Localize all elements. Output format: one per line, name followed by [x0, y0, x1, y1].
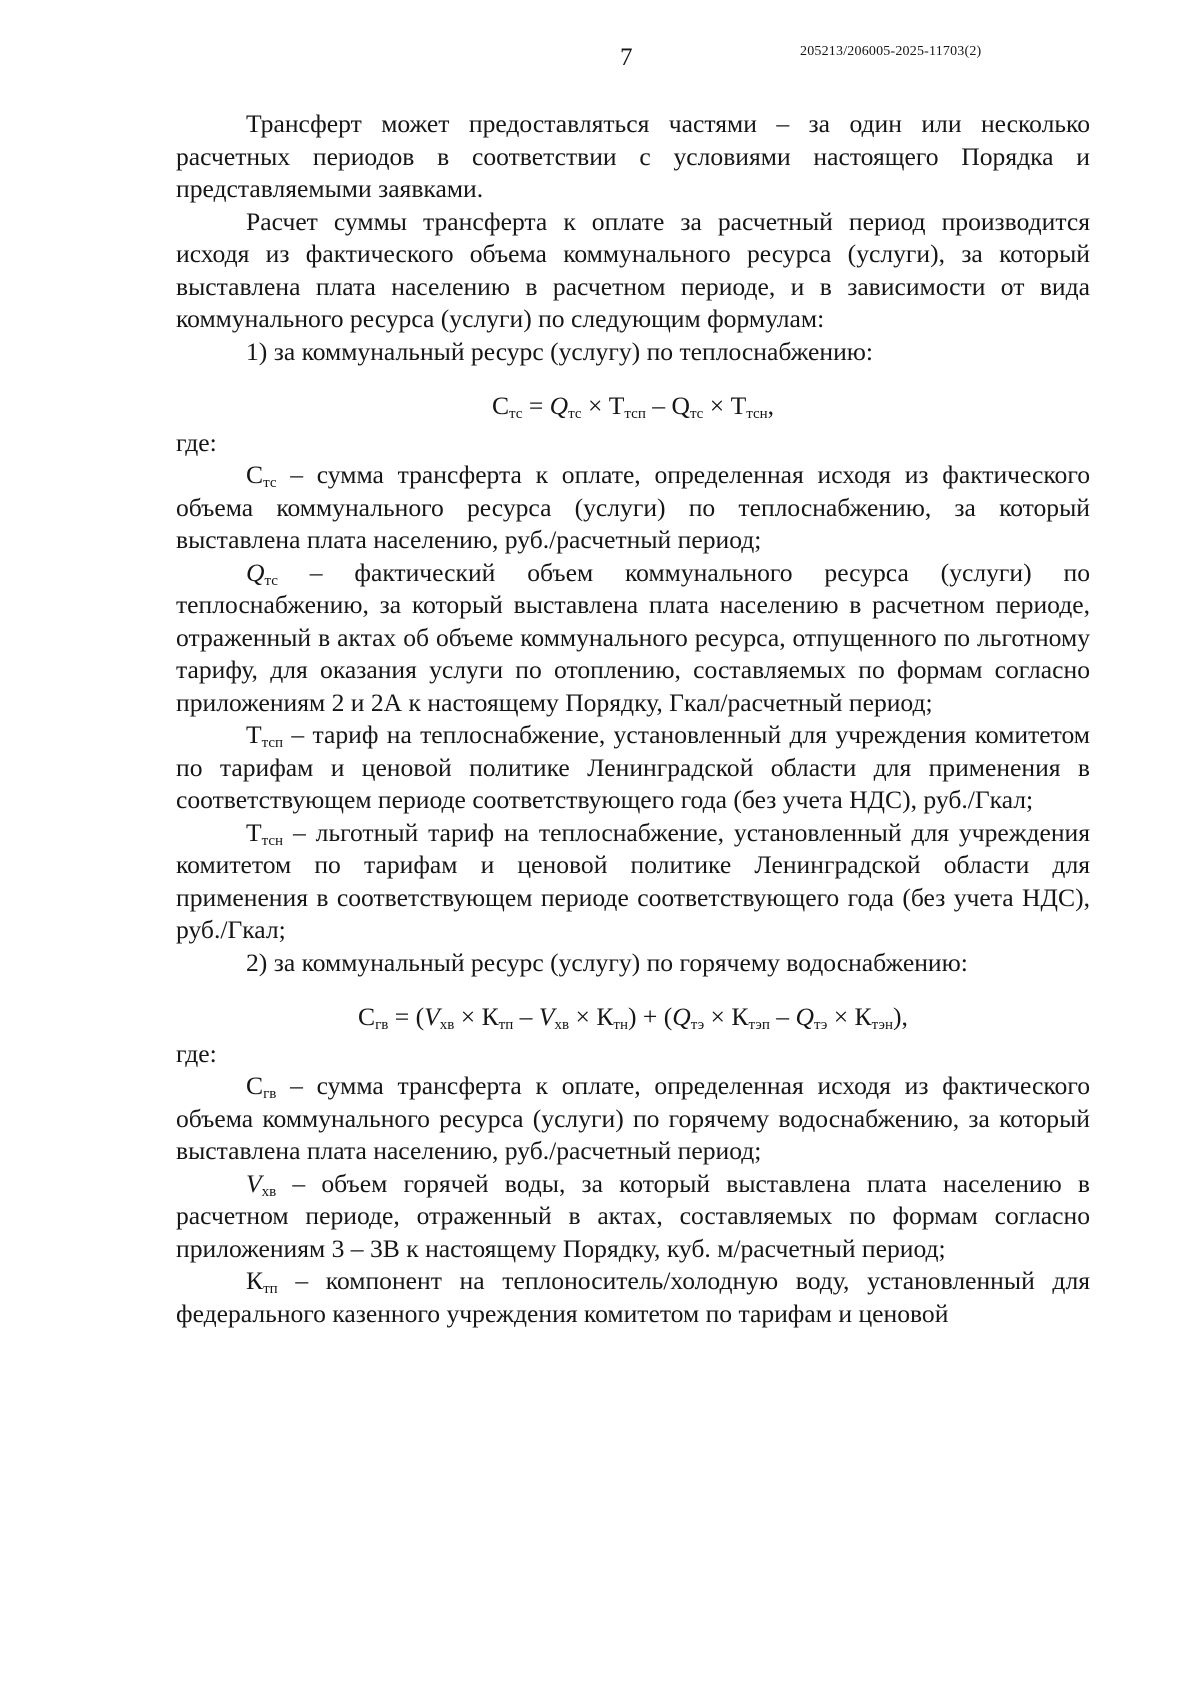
definition: $Т_{тсн}$ – льготный тариф на теплоснабжение, установленный для учреждения комитетом по тарифам и ценовой политике Ленинградской области для применения в соответствующем периоде соответствующего года (без учета НДС), руб./Гкал;	[176, 817, 1090, 944]
where-label: где:	[176, 427, 217, 457]
definition: $С_{гв}$ – сумма трансферта к оплате, определенная исходя из фактического объема коммунального ресурса (услуги) по горячему водоснабжению, за который выставлена плата населению, руб./расчетный период;	[176, 1071, 1090, 1165]
definition: $С_{тс}$ – сумма трансферта к оплате, определенная исходя из фактического объема коммунального ресурса (услуги) по теплоснабжению, за который выставлена плата населению, руб./расчетный период;	[176, 460, 1090, 554]
formula-heat-supply: $С_{тс} = Q_{тс} \times Т_{тсп} - Q_{тс} \times Т_{тсн}$,	[491, 391, 775, 422]
list-item: 1) за коммунальный ресурс (услугу) по теплоснабжению:	[246, 336, 874, 366]
definition: $Q_{тс}$ – фактический объем коммунального ресурса (услуги) по теплоснабжению, за который выставлена плата населению в расчетном периоде, отраженный в актах об объеме коммунального ресурса, отпущенного по льготному тарифу, для оказания услуги по отоплению, составляемых по формам согласно приложениям 2 и 2А к настоящему Порядку, Гкал/расчетный период;	[176, 557, 1090, 717]
formula-hot-water: $С_{гв} = (V_{хв} \times К_{тп} - V_{хв} \times К_{тн}) + (Q_{тэ} \times К_{тэп} - Q_{тэ} \times К_{тэн})$,	[358, 1002, 908, 1033]
document-body	[176, 108, 1090, 1330]
definition: $V_{хв}$ – объем горячей воды, за который выставлена плата населению в расчетном периоде, отраженный в актах, составляемых по формам согласно приложениям 3 – 3В к настоящему Порядку, куб. м/расчетный период;	[176, 1168, 1090, 1263]
definition: $Т_{тсп}$ – тариф на теплоснабжение, установленный для учреждения комитетом по тарифам и ценовой политике Ленинградской области для применения в соответствующем периоде соответствующего года (без учета НДС), руб./Гкал;	[176, 720, 1090, 814]
paragraph: Трансферт может предоставляться частями – за один или несколько расчетных периодов в соответствии с условиями настоящего Порядка и представляемыми заявками.	[176, 109, 1090, 203]
list-item: 2) за коммунальный ресурс (услугу) по горячему водоснабжению:	[246, 947, 968, 977]
document-id: 205213/206005-2025-11703(2)	[800, 44, 982, 59]
paragraph: Расчет суммы трансферта к оплате за расчетный период производится исходя из фактического объема коммунального ресурса (услуги), за который выставлена плата населению в расчетном периоде, и в зависимости от вида коммунального ресурса (услуги) по следующим формулам:	[176, 206, 1090, 333]
definition: $К_{тп}$ – компонент на теплоноситель/холодную воду, установленный для федерального казенного учреждения комитетом по тарифам и ценовой	[176, 1266, 1090, 1328]
where-label: где:	[176, 1038, 217, 1068]
page-number: 7	[620, 44, 633, 71]
